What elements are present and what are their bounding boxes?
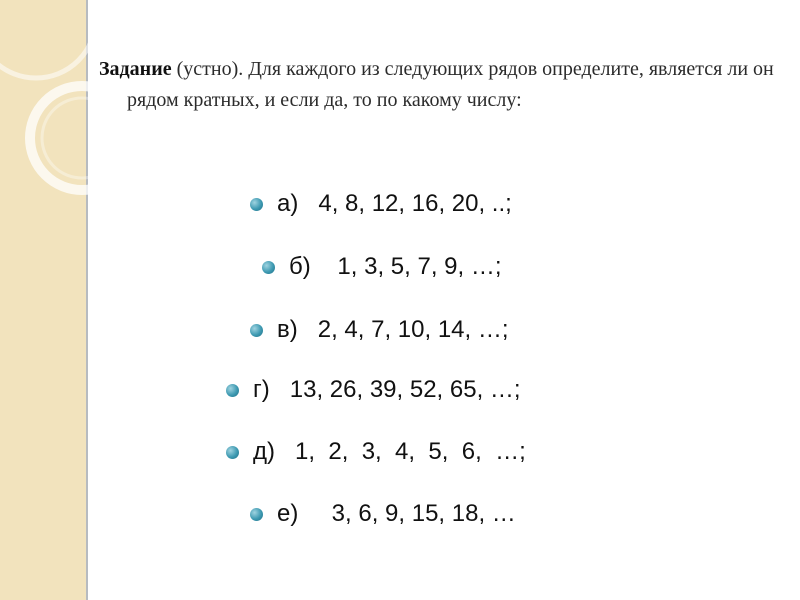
bullet-icon [250,324,263,337]
item-letter: а) [277,190,299,217]
item-series: 1, 3, 5, 7, 9, …; [330,253,502,280]
item-letter: в) [277,316,298,343]
bullet-icon [250,508,263,521]
list-item [226,436,526,468]
item-series: 4, 8, 12, 16, 20, ..; [318,190,512,217]
task-description: (устно). Для каждого из следующих рядов определите, является ли он рядом кратных, и если да, то по какому числу: [127,58,774,111]
bullet-icon [262,261,275,274]
item-series: 13, 26, 39, 52, 65, …; [289,376,521,403]
bullet-icon [226,384,239,397]
list-item [262,251,502,283]
list-item [250,188,512,220]
list-item [250,314,509,346]
list-item [250,498,516,530]
item-letter: е) [277,500,299,527]
item-series: 1, 2, 3, 4, 5, 6, …; [295,438,526,465]
task-title: Задание [99,58,172,80]
item-series: 2, 4, 7, 10, 14, …; [317,316,509,343]
item-letter: б) [289,253,311,280]
item-letter: д) [253,438,275,465]
list-item [226,374,521,406]
item-letter: г) [253,376,270,403]
item-series: 3, 6, 9, 15, 18, … [318,500,516,527]
bullet-icon [226,446,239,459]
bullet-icon [250,198,263,211]
